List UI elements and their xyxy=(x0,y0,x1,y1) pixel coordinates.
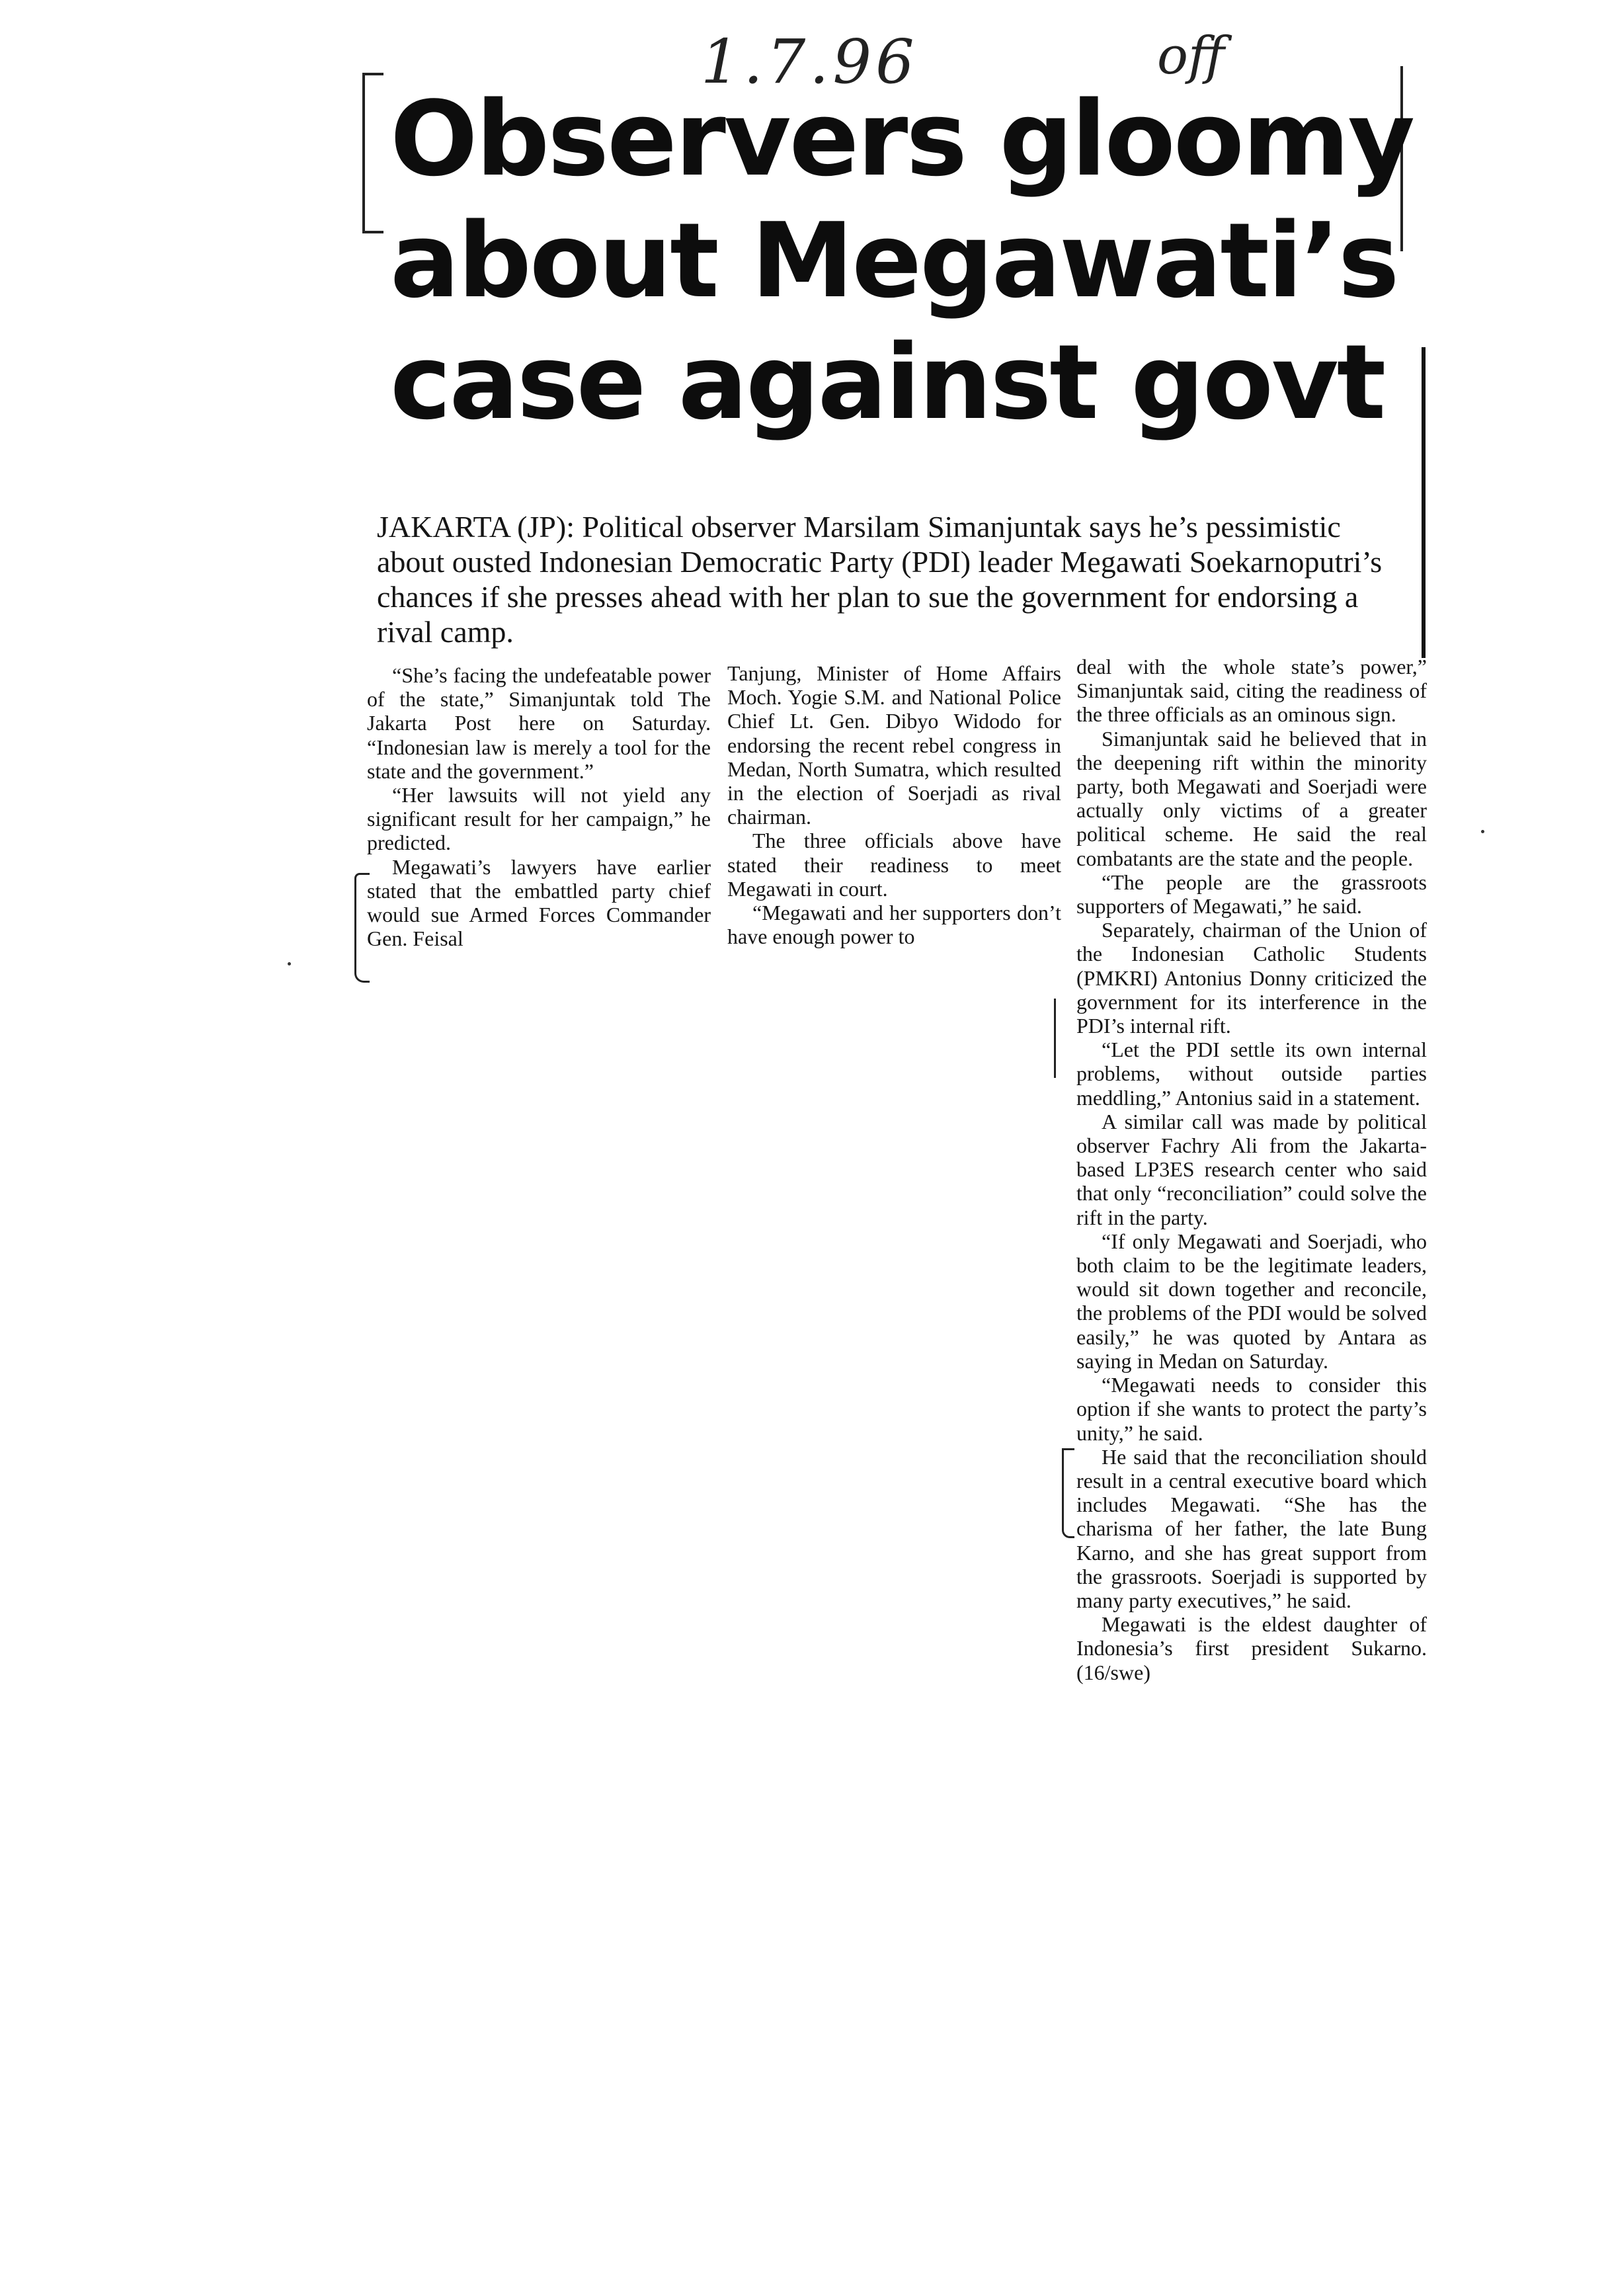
paragraph: Separately, chairman of the Union of the Indonesian Catholic Students (PMKRI) Antonius Donny criticized the government for its interference in the PDI’s internal rift. xyxy=(1076,918,1427,1038)
paragraph: Megawati’s lawyers have earlier stated that the embattled party chief would sue Armed Forces Commander Gen. Feisal xyxy=(367,854,711,951)
paragraph: The three officials above have stated their readiness to meet Megawati in court. xyxy=(727,829,1061,901)
paragraph: deal with the whole state’s power,” Simanjuntak said, citing the readiness of the three officials as an ominous sign. xyxy=(1076,655,1427,727)
headline-line-3: case against govt xyxy=(390,322,1385,442)
article-column-1 xyxy=(367,663,711,950)
margin-rule xyxy=(1422,347,1426,658)
margin-pen-mark xyxy=(1054,999,1060,1078)
article-column-2 xyxy=(727,661,1061,948)
handwritten-date-note: 1.7.96 xyxy=(701,26,918,97)
speck xyxy=(288,962,291,965)
margin-pen-mark xyxy=(354,873,370,983)
article-column-3 xyxy=(1076,655,1427,1684)
paragraph: Tanjung, Minister of Home Affairs Moch. Yogie S.M. and National Police Chief Lt. Gen. Dibyo Widodo for endorsing the recent rebel congress in Medan, North Sumatra, which resulted in the election of Soerjadi as rival chairman. xyxy=(727,661,1061,829)
handwritten-mark: off xyxy=(1157,26,1225,86)
margin-pen-mark xyxy=(1062,1448,1074,1538)
headline-line-1: Observers gloomy xyxy=(390,79,1414,199)
headline-left-bracket xyxy=(362,73,383,233)
speck xyxy=(1481,830,1484,833)
headline xyxy=(390,78,1422,443)
paragraph: “Megawati and her supporters don’t have enough power to xyxy=(727,901,1061,949)
paragraph: Simanjuntak said he believed that in the deepening rift within the minority party, both Megawati and Soerjadi were actually only victims of a greater political scheme. He said the real combatants are the state and the people. xyxy=(1076,726,1427,870)
paragraph: He said that the reconciliation should result in a central executive board which includes Megawati. “She has the charisma of her father, the late Bung Karno, and she has great support from the grassroots. Soerjadi is supported by many party executives,” he said. xyxy=(1076,1444,1427,1612)
headline-line-2: about Megawati’s xyxy=(390,200,1398,321)
article-lede: JAKARTA (JP): Political observer Marsilam Simanjuntak says he’s pessimistic about ousted Indonesian Democratic Party (PDI) leader Megawati Soekarnoputri’s chances if she presses ahead with her plan to sue the government for endorsing a rival camp. xyxy=(377,510,1383,649)
paragraph: “If only Megawati and Soerjadi, who both claim to be the legitimate leaders, would sit down together and reconcile, the problems of the PDI would be solved easily,” he was quoted by Antara as saying in Medan on Saturday. xyxy=(1076,1229,1427,1373)
paragraph: A similar call was made by political observer Fachry Ali from the Jakarta-based LP3ES research center who said that only “reconciliation” could solve the rift in the party. xyxy=(1076,1109,1427,1229)
paragraph: “Let the PDI settle its own internal problems, without outside parties meddling,” Antonius said in a statement. xyxy=(1076,1038,1427,1110)
paragraph: Megawati is the eldest daughter of Indonesia’s first president Sukarno.(16/swe) xyxy=(1076,1612,1427,1684)
paragraph: “The people are the grassroots supporters of Megawati,” he said. xyxy=(1076,870,1427,919)
paragraph: “Megawati needs to consider this option if she wants to protect the party’s unity,” he said. xyxy=(1076,1373,1427,1445)
paragraph: “Her lawsuits will not yield any significant result for her campaign,” he predicted. xyxy=(367,783,711,855)
paragraph: “She’s facing the undefeatable power of the state,” Simanjuntak told The Jakarta Post here on Saturday. “Indonesian law is merely a tool for the state and the government.” xyxy=(367,663,711,783)
